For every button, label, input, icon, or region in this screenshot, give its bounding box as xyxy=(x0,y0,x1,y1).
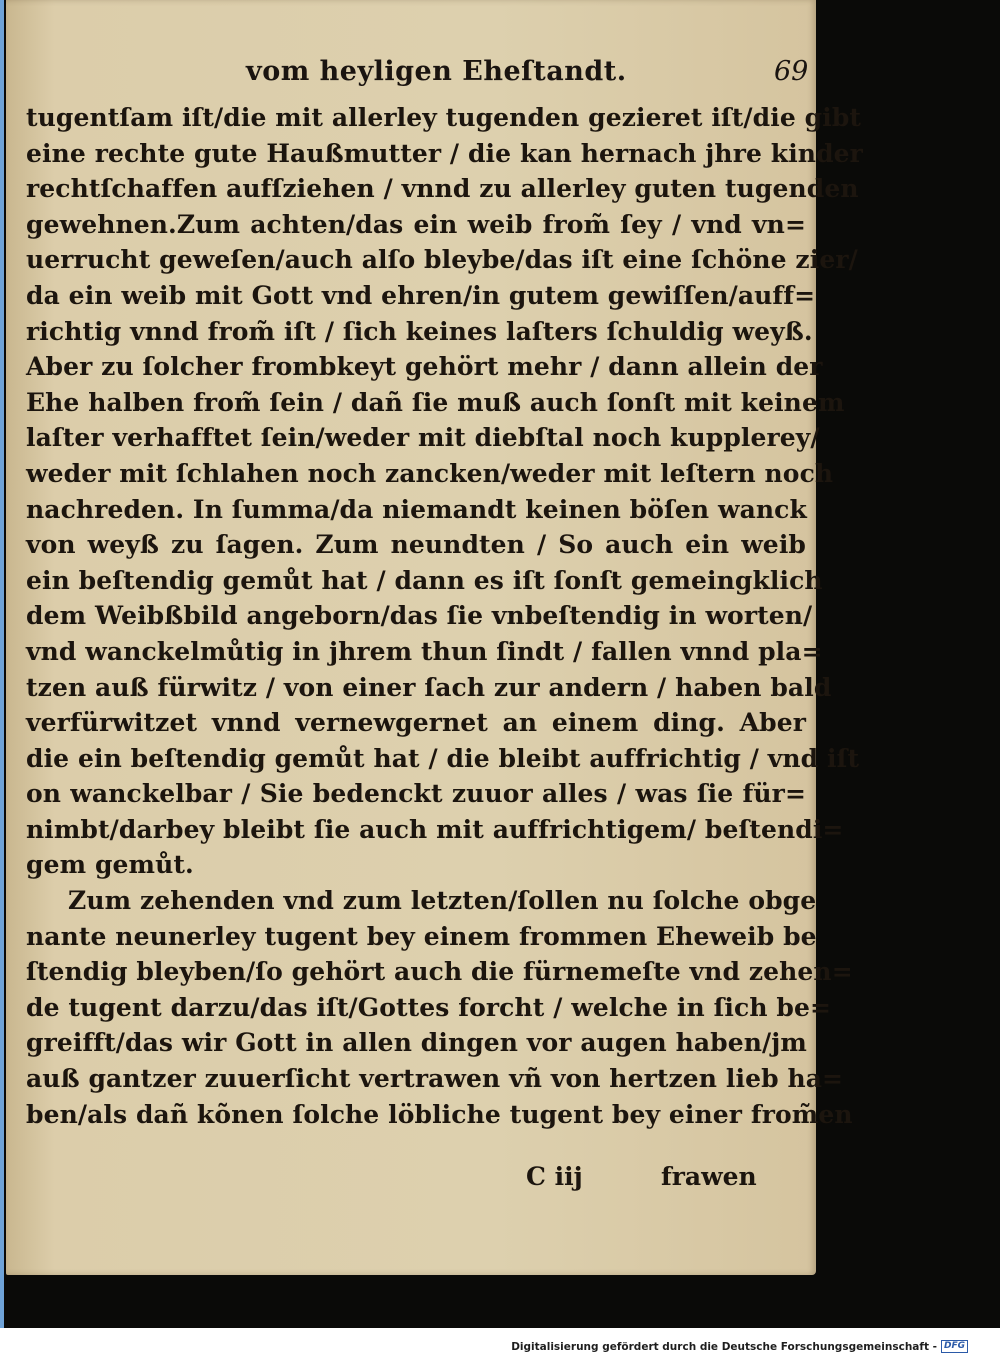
text-line: uerrucht geweſen/auch alſo bleybe/das iſt eine ſchöne zier/ xyxy=(26,245,858,275)
paragraph-start-line: Zum zehenden vnd zum letzten/ſollen nu ſolche obge xyxy=(68,886,817,916)
text-line: vnd wanckelmůtig in jhrem thun ſindt / fallen vnnd pla= xyxy=(26,636,823,666)
text-line: de tugent darzu/das iſt/Gottes forcht / welche in ſich be= xyxy=(26,992,832,1022)
text-line: nachreden. In ſumma/da niemandt keinen böſen wanck xyxy=(26,494,807,524)
text-line: laſter verhafftet ſein/weder mit diebſtal noch kupplerey/ xyxy=(26,423,820,453)
book-page xyxy=(6,0,863,1275)
text-line: nimbt/darbey bleibt ſie auch mit auffrichtigem/ beſtendi= xyxy=(26,814,844,844)
text-line: gewehnen.Zum achten/das ein weib from̃ ſey / vnd vn= xyxy=(26,209,806,239)
text-line: greifft/das wir Gott in allen dingen vor augen haben/jm xyxy=(26,1028,807,1058)
scan-edge-strip xyxy=(0,0,4,1328)
page-number: 69 xyxy=(774,56,809,87)
signature-mark: C iij xyxy=(526,1162,583,1191)
text-line: die ein beſtendig gemůt hat / die bleibt auffrichtig / vnd iſt xyxy=(26,743,860,773)
text-line: ben/als dañ kõnen ſolche löbliche tugent bey einer from̃en xyxy=(26,1099,853,1129)
text-line: on wanckelbar / Sie bedenckt zuuor alles / was ſie für= xyxy=(26,779,806,809)
running-title: vom heyligen Eheſtandt. xyxy=(246,56,627,87)
text-line: ſtendig bleyben/ſo gehört auch die fürnemeſte vnd zehen= xyxy=(26,957,853,987)
text-line: von weyß zu ſagen. Zum neundten / So auch ein weib xyxy=(26,530,806,560)
text-line: tzen auß fürwitz / von einer ſach zur andern / haben bald xyxy=(26,672,832,702)
footer-credit-text: Digitalisierung gefördert durch die Deutsche Forschungsgemeinschaft - xyxy=(511,1340,937,1353)
dfg-logo-icon: DFG xyxy=(941,1340,968,1353)
text-line: auß gantzer zuuerſicht vertrawen vñ von hertzen lieb ha= xyxy=(26,1064,844,1094)
text-line: Aber zu ſolcher frombkeyt gehört mehr / dann allein der xyxy=(26,352,823,382)
text-line: tugentſam iſt/die mit allerley tugenden gezieret iſt/die gibt xyxy=(26,103,862,132)
text-line: rechtſchaffen aufſziehen / vnnd zu allerley guten tugenden xyxy=(26,174,859,204)
body-text xyxy=(26,100,863,1132)
text-line: weder mit ſchlahen noch zancken/weder mit leſtern noch xyxy=(26,458,834,488)
text-line: gem gemůt. xyxy=(26,850,194,880)
text-line: ein beſtendig gemůt hat / dann es iſt ſonſt gemeingklich xyxy=(26,565,823,595)
text-line: nante neunerley tugent bey einem frommen Eheweib be xyxy=(26,921,817,951)
text-line: Ehe halben from̃ ſein / dañ ſie muß auch ſonſt mit keinem xyxy=(26,387,845,417)
text-line: verfürwitzet vnnd vernewgernet an einem ding. Aber xyxy=(26,708,806,738)
text-line: da ein weib mit Gott vnd ehren/in gutem gewiſſen/auff= xyxy=(26,280,816,310)
text-line: eine rechte gute Haußmutter / die kan hernach jhre kinder xyxy=(26,138,863,168)
text-line: dem Weibßbild angeborn/das ſie vnbeſtendig in worten/ xyxy=(26,601,813,631)
catchword: frawen xyxy=(661,1162,757,1191)
digitization-footer xyxy=(511,1340,968,1353)
text-line: richtig vnnd from̃ iſt / ſich keines laſters ſchuldig weyß. xyxy=(26,316,813,346)
